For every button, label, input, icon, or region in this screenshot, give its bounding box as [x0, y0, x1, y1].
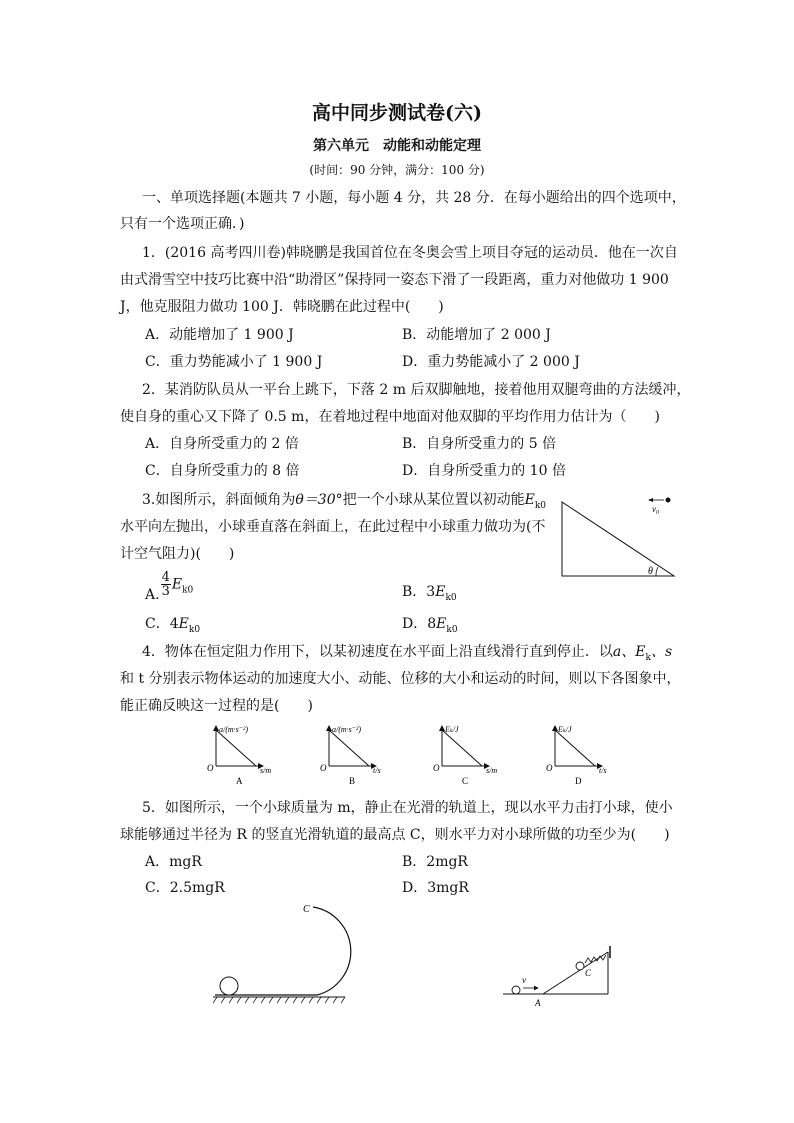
graph-B — [320, 725, 381, 786]
q1-line3: J，他克服阻力做功 100 J．韩晓鹏在此过程中( ) — [120, 299, 444, 315]
q5-line1: 5．如图所示，一个小球质量为 m，静止在光滑的轨道上，现以水平力击打小球，使小 — [142, 800, 673, 816]
y-axis-label: a/(m·s⁻²) — [332, 725, 362, 734]
q2-option-a: A．自身所受重力的 2 倍 — [145, 436, 299, 452]
q4-graphs — [200, 720, 640, 790]
arrow-head-icon — [648, 498, 653, 502]
q1-line1: 1．(2016 高考四川卷)韩晓鹏是我国首位在冬奥会雪上项目夺冠的运动员．他在一次自 — [142, 245, 678, 261]
q1-option-d: D．重力势能减小了 2 000 J — [402, 354, 580, 370]
loop-track-figure — [205, 898, 370, 1010]
q4-line2: 和 t 分别表示物体运动的加速度大小、动能、位移的大小和运动的时间，则以下各图象中， — [120, 671, 681, 687]
incline-figure — [556, 493, 680, 579]
graph-tag: D — [575, 776, 582, 786]
q4-line1: 4．物体在恒定阻力作用下，以某初速度在水平面上沿直线滑行直到停止．以a、$E_k$、s — [142, 644, 673, 663]
q3-line1: 3.如图所示，斜面倾角为θ＝30°把一个小球从某位置以初动能$E_{k0}$ — [142, 492, 547, 511]
ground-hatch — [213, 997, 345, 1003]
graph-tag: A — [236, 776, 243, 786]
origin-label: O — [320, 763, 327, 773]
graph-C — [433, 725, 497, 786]
ball-icon — [512, 986, 520, 994]
incline-spring-figure — [498, 930, 623, 1010]
graph-line — [442, 730, 482, 766]
q2-option-c: C．自身所受重力的 8 倍 — [145, 463, 300, 479]
q3-option-d: D．$8E_{k0}$ — [402, 616, 458, 635]
section-intro-line1: 一、单项选择题(本题共 7 小题，每小题 4 分，共 28 分．在每小题给出的四个选项中， — [142, 190, 686, 206]
section-intro-line2: 只有一个选项正确．) — [120, 216, 245, 232]
ball-icon — [666, 498, 671, 503]
angle-arc — [656, 567, 658, 576]
v0-label: $v_0$ — [652, 504, 659, 516]
x-axis-label: t/s — [373, 766, 381, 775]
theta-label: θ — [648, 566, 653, 577]
q1-option-c: C．重力势能减小了 1 900 J — [145, 354, 323, 370]
q1-option-a: A．动能增加了 1 900 J — [145, 327, 294, 343]
q5-option-a: A．mgR — [145, 854, 202, 870]
q2-line2: 使自身的重心又下降了 0.5 m，在着地过程中地面对他双脚的平均作用力估计为（ ) — [120, 409, 660, 425]
x-axis-label: s/m — [486, 766, 498, 775]
graph-line — [555, 730, 595, 766]
origin-label: O — [207, 763, 214, 773]
point-c-label: C — [585, 968, 592, 978]
q5-option-b: B．2mgR — [402, 854, 468, 870]
origin-label: O — [433, 763, 440, 773]
q5-option-d: D．3mgR — [402, 880, 469, 896]
ball-icon — [220, 977, 238, 995]
graph-D — [546, 725, 607, 786]
page-subtitle: 第六单元 动能和动能定理 — [313, 138, 481, 154]
y-axis-label: a/(m·s⁻²) — [219, 725, 249, 734]
q3-line3: 计空气阻力)( ) — [120, 546, 235, 562]
q3-option-a: A. $\frac{4}{3}$ $E_{k0}$ — [145, 570, 194, 603]
graph-tag: C — [462, 776, 469, 786]
graph-line — [329, 730, 369, 766]
q2-option-b: B．自身所受重力的 5 倍 — [402, 436, 557, 452]
v-label: v — [522, 975, 526, 985]
x-axis-label: t/s — [599, 766, 607, 775]
q5-line2: 球能够通过半径为 R 的竖直光滑轨道的最高点 C，则水平力对小球所做的功至少为( ) — [120, 827, 670, 843]
q2-option-d: D．自身所受重力的 10 倍 — [402, 463, 566, 479]
spring-icon — [585, 955, 606, 963]
point-c-label: C — [303, 904, 310, 915]
q4-line3: 能正确反映这一过程的是( ) — [120, 698, 313, 714]
q2-line1: 2．某消防队员从一平台上跳下，下落 2 m 后双脚触地，接着他用双腿弯曲的方法缓冲， — [142, 382, 691, 398]
point-a-label: A — [535, 998, 541, 1008]
q3-line2: 水平向左抛出，小球垂直落在斜面上，在此过程中小球重力做功为(不 — [120, 519, 546, 535]
time-info: (时间：90 分钟，满分：100 分) — [309, 163, 485, 177]
x-axis-label: s/m — [260, 766, 272, 775]
origin-label: O — [546, 763, 553, 773]
graph-tag: B — [349, 776, 356, 786]
y-axis-label: Eₖ/J — [558, 725, 572, 734]
q3-option-b: B．$3E_{k0}$ — [402, 584, 457, 603]
q1-option-b: B．动能增加了 2 000 J — [402, 327, 551, 343]
q3-option-c: C．$4E_{k0}$ — [145, 616, 201, 635]
page-title: 高中同步测试卷(六) — [312, 102, 482, 124]
graph-line — [216, 730, 256, 766]
ball-icon — [576, 962, 584, 970]
y-axis-label: Eₖ/J — [445, 725, 459, 734]
q5-option-c: C．2.5mgR — [145, 880, 225, 896]
q1-line2: 由式滑雪空中技巧比赛中沿“助滑区”保持同一姿态下滑了一段距离，重力对他做功 1 900 — [120, 272, 669, 288]
graph-A — [207, 725, 271, 786]
